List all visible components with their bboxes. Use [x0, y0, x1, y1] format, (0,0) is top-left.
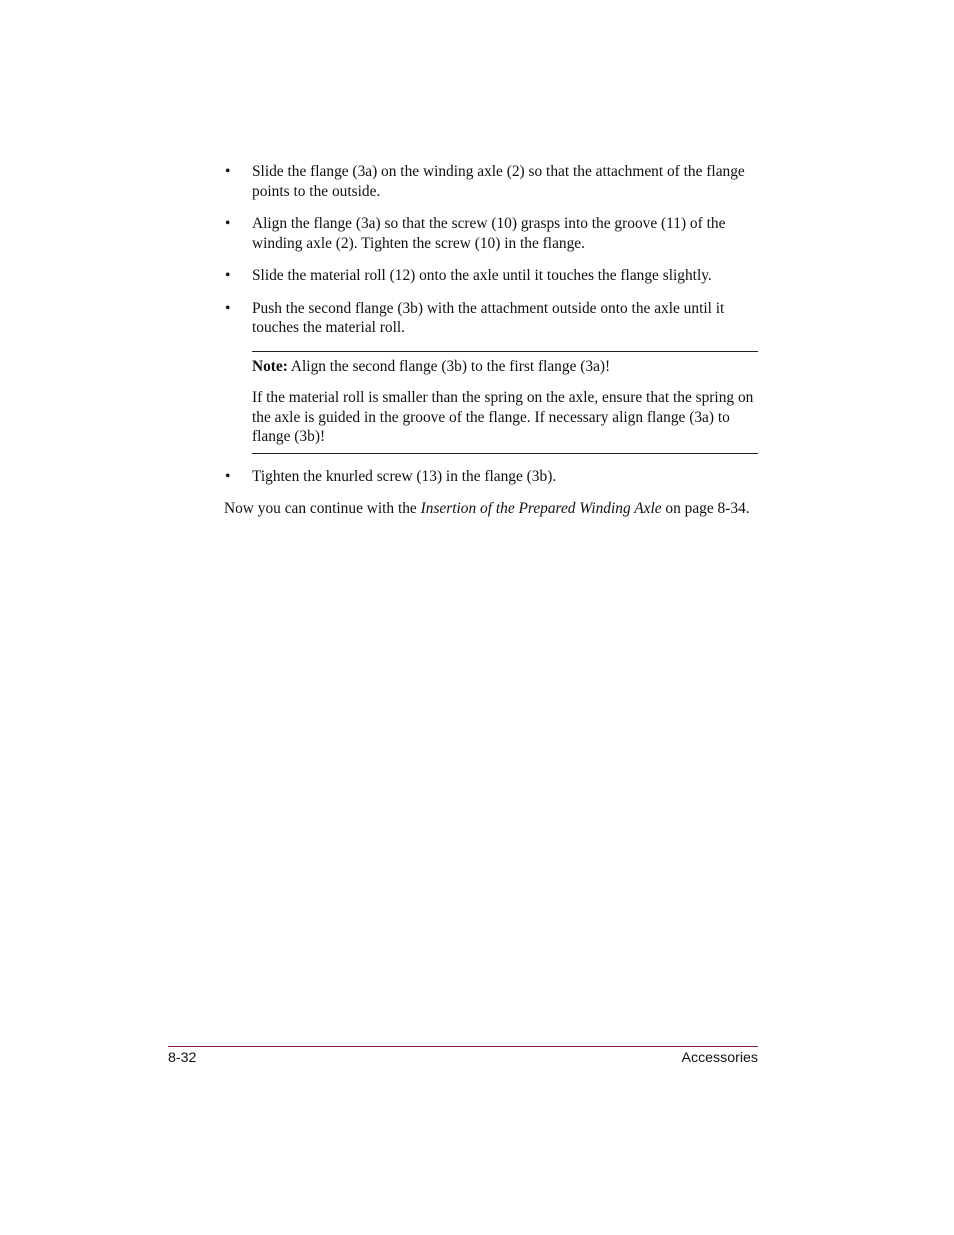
section-title: Accessories [681, 1050, 758, 1066]
instruction-list [224, 162, 758, 338]
note-label: Note: [252, 357, 288, 375]
list-item-text: Slide the material roll (12) onto the axle until it touches the flange slightly. [252, 267, 712, 284]
bullet-icon: • [225, 267, 231, 284]
note-paragraph: If the material roll is smaller than the spring on the axle, ensure that the spring on the axle is guided in the groove of the flange. If necessary align flange (3a) to flange (3b)! [252, 389, 754, 445]
main-content [224, 162, 758, 519]
list-item [224, 214, 758, 253]
note-line [252, 357, 758, 377]
instruction-list-continued [224, 467, 758, 487]
list-item [224, 266, 758, 286]
list-item [224, 299, 758, 338]
list-item-text: Align the flange (3a) so that the screw (10) grasps into the groove (11) of the winding axle (2). Tighten the screw (10) in the flange. [252, 215, 726, 252]
closing-text-before: Now you can continue with the [224, 500, 421, 517]
bullet-icon: • [225, 299, 231, 317]
bullet-icon: • [225, 163, 231, 180]
list-item [224, 162, 758, 201]
note-text: Align the second flange (3b) to the first flange (3a)! [287, 357, 611, 375]
page-number: 8-32 [168, 1050, 197, 1066]
list-item-text: Slide the flange (3a) on the winding axle (2) so that the attachment of the flange points to the outside. [252, 163, 745, 200]
note-box [252, 351, 758, 454]
cross-reference-link[interactable]: Insertion of the Prepared Winding Axle [420, 500, 662, 517]
closing-text-after: on page 8-34. [661, 500, 750, 517]
page-footer [168, 1046, 758, 1066]
list-item [224, 467, 758, 487]
list-item-text: Push the second flange (3b) with the attachment outside onto the axle until it touches the material roll. [252, 299, 725, 336]
bullet-icon: • [225, 215, 231, 232]
closing-paragraph [224, 499, 758, 519]
bullet-icon: • [225, 467, 231, 485]
list-item-text: Tighten the knurled screw (13) in the flange (3b). [252, 467, 557, 485]
